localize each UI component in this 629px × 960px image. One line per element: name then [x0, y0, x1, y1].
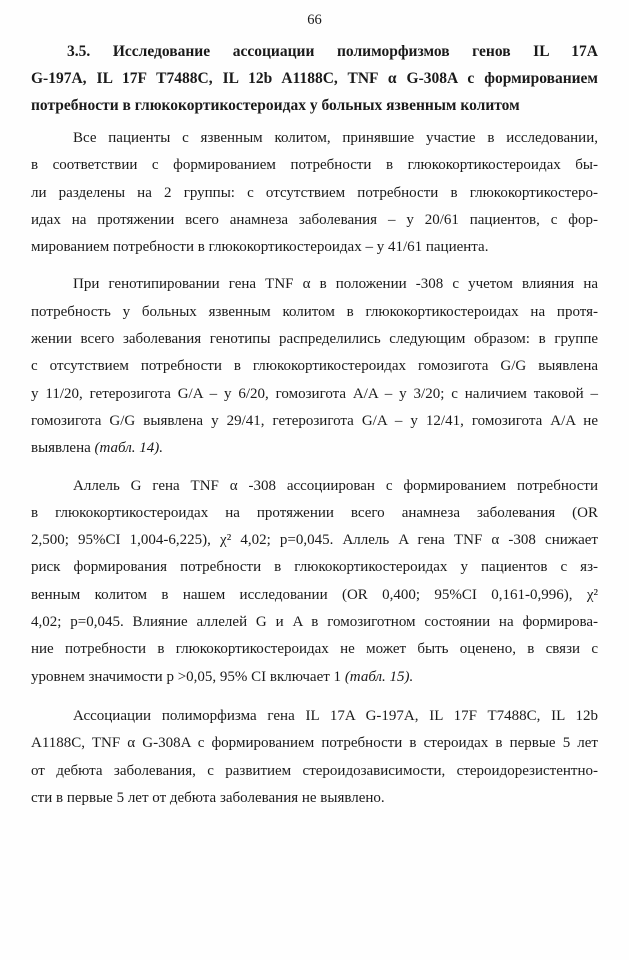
- text-line: A1188C, TNF α G-308A с формированием потребности в стероидах в первые 5 лет: [31, 735, 598, 752]
- heading-line: потребности в глюкокортикостероидах у больных язвенным колитом: [31, 97, 520, 114]
- text-line: от дебюта заболевания, с развитием стероидозависимости, стероидорезистентно-: [31, 762, 598, 779]
- text-line: Все пациенты с язвенным колитом, принявшие участие в исследовании,: [73, 130, 598, 146]
- page-content: [31, 38, 598, 820]
- heading-line: G-197A, IL 17F T7488C, IL 12b A1188C, TNF α G-308A с формированием: [31, 70, 598, 87]
- text-line: 4,02; p=0,045. Влияние аллелей G и A в гомозиготном состоянии на формирова-: [31, 614, 598, 631]
- text-line: При генотипировании гена TNF α в положении -308 с учетом влияния на: [73, 276, 598, 293]
- text-line: ли разделены на 2 группы: с отсутствием потребности в глюкокортикостеро-: [31, 184, 598, 201]
- page-number: 66: [307, 12, 322, 28]
- paragraph-alleles: [31, 473, 598, 691]
- text-line: в соответствии с формированием потребности в глюкокортикостероидах бы-: [31, 157, 598, 174]
- text-line: венным колитом в нашем исследовании (OR 0,400; 95%CI 0,161-0,996), χ²: [31, 586, 598, 603]
- text-line: [31, 435, 598, 462]
- paragraph-conclusion: [31, 703, 598, 812]
- text-line: в глюкокортикостероидах на протяжении всего анамнеза заболевания (OR: [31, 504, 598, 521]
- text-segment: уровнем значимости p >0,05, 95% CI включает 1: [31, 668, 345, 685]
- text-line: идах на протяжении всего анамнеза заболевания – у 20/61 пациентов, с фор-: [31, 211, 598, 228]
- heading-line: 3.5. Исследование ассоциации полиморфизмов генов IL 17A: [67, 43, 598, 60]
- text-line: жении всего заболевания генотипы распределились следующим образом: в группе: [31, 331, 598, 348]
- text-segment: выявлена: [31, 440, 95, 457]
- text-line: мированием потребности в глюкокортикостероидах – у 41/61 пациента.: [31, 239, 489, 256]
- text-line: у 11/20, гетерозигота G/A – у 6/20, гомозигота A/A – у 3/20; с наличием таковой –: [31, 385, 598, 402]
- text-line: Аллель G гена TNF α -308 ассоциирован с формированием потребности: [73, 477, 598, 494]
- text-line: сти в первые 5 лет от дебюта заболевания не выявлено.: [31, 789, 385, 806]
- text-line: 2,500; 95%CI 1,004-6,225), χ² 4,02; p=0,045. Аллель A гена TNF α -308 снижает: [31, 532, 598, 549]
- text-line: с отсутствием потребности в глюкокортикостероидах гомозигота G/G выявлена: [31, 358, 598, 375]
- table-reference: (табл. 15).: [344, 668, 414, 685]
- text-line: риск формирования потребности в глюкокортикостероидах у пациентов с яз-: [31, 559, 598, 576]
- table-reference: (табл. 14).: [94, 440, 163, 457]
- text-line: потребность у больных язвенным колитом в глюкокортикостероидах на протя-: [31, 303, 598, 320]
- paragraph-groups: [31, 125, 598, 261]
- section-heading: [31, 38, 598, 119]
- text-line: ние потребности в глюкокортикостероидах не может быть оценено, в связи с: [31, 641, 598, 658]
- text-line: Ассоциации полиморфизма гена IL 17A G-197A, IL 17F T7488C, IL 12b: [73, 707, 598, 724]
- text-line: [31, 664, 598, 691]
- text-line: гомозигота G/G выявлена у 29/41, гетерозигота G/A – у 12/41, гомозигота A/A не: [31, 412, 598, 429]
- paragraph-genotyping: [31, 271, 598, 462]
